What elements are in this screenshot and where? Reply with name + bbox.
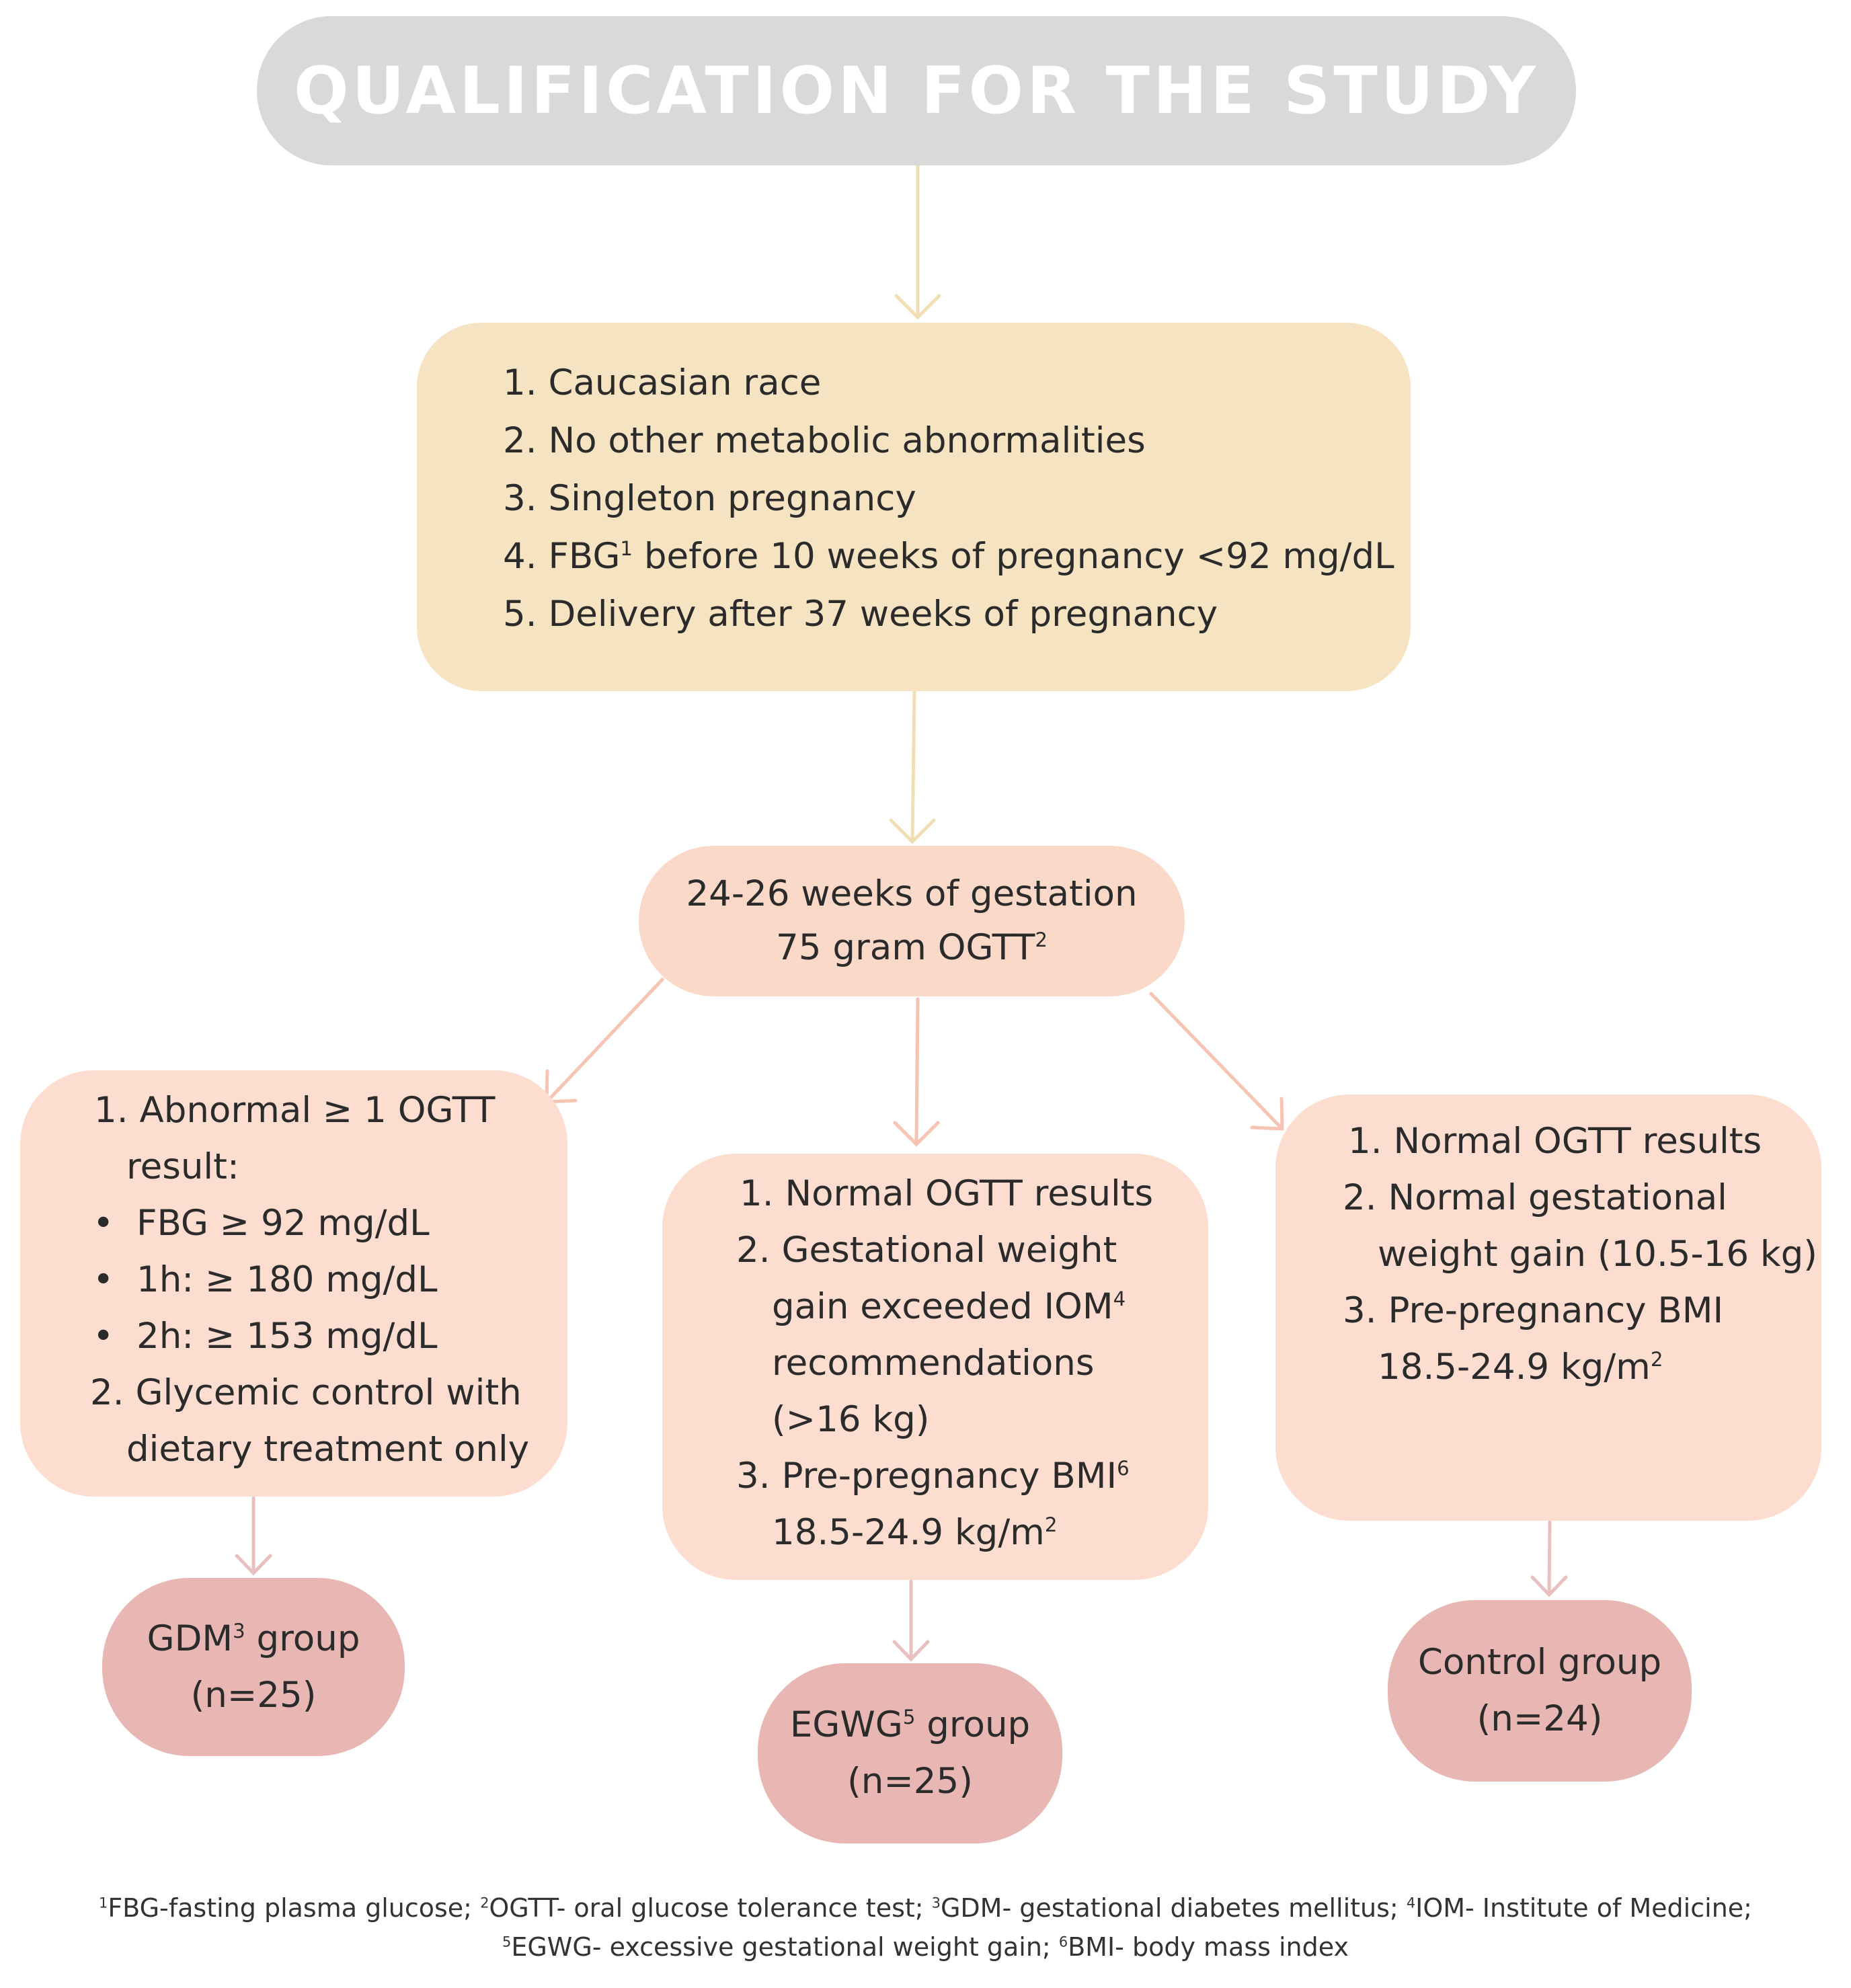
gdm-bullet-fbg: • FBG ≥ 92 mg/dL — [93, 1203, 430, 1244]
egwg-group-count: (n=25) — [847, 1761, 973, 1802]
egwg-item-1: 1. Normal OGTT results — [740, 1173, 1154, 1214]
egwg-group-node — [758, 1663, 1062, 1843]
arrow-egwg-panel-to-group — [894, 1581, 928, 1659]
egwg-item-2: 2. Gestational weight — [736, 1230, 1117, 1271]
criteria-item-1: 1. Caucasian race — [503, 362, 822, 403]
egwg-item-2-line-4: (>16 kg) — [772, 1399, 930, 1440]
egwg-criteria-panel — [662, 1154, 1208, 1580]
control-criteria-panel — [1275, 1095, 1821, 1521]
control-item-3-continued: 18.5-24.9 $kg/m^2$ — [1378, 1347, 1663, 1388]
gdm-bullet-1h: • 1h: ≥ 180 mg/dL — [93, 1259, 438, 1300]
ogtt-timing-box — [639, 846, 1185, 996]
criteria-item-5: 5. Delivery after 37 weeks of pregnancy — [503, 594, 1218, 635]
title-banner — [257, 16, 1576, 165]
arrow-title-to-criteria — [896, 165, 939, 317]
egwg-item-3: 3. Pre-pregnancy BMI$^6$ — [736, 1456, 1130, 1497]
footnote-line-1: $^1$FBG-fasting plasma glucose; $^2$OGTT- oral glucose tolerance test; $^3$GDM- gestational diabetes mellitus; $^4$IOM- Institute of Medicine; — [99, 1893, 1752, 1923]
criteria-item-2: 2. No other metabolic abnormalities — [503, 420, 1146, 461]
footnote-line-2: $^5$EGWG- excessive gestational weight gain; $^6$BMI- body mass index — [502, 1932, 1349, 1962]
control-item-2: 2. Normal gestational — [1343, 1177, 1727, 1218]
control-group-label: Control group — [1417, 1642, 1662, 1683]
criteria-item-4: 4. FBG$^1$ before 10 weeks of pregnancy <92 mg/dL — [503, 536, 1394, 577]
ogtt-timing-line: 24-26 weeks of gestation — [686, 873, 1138, 914]
inclusion-criteria-box — [417, 323, 1411, 691]
egwg-group-label: EGWG$^5$ group — [789, 1704, 1031, 1745]
control-item-3: 3. Pre-pregnancy BMI — [1343, 1290, 1724, 1331]
arrow-criteria-to-ogtt — [891, 692, 934, 842]
gdm-item-2: 2. Glycemic control with — [90, 1372, 522, 1413]
control-group-node — [1388, 1600, 1692, 1782]
gdm-item-1: 1. Abnormal ≥ 1 OGTT — [94, 1090, 496, 1131]
arrow-ogtt-to-control-panel — [1151, 994, 1282, 1129]
egwg-item-3-line-2: 18.5-24.9 $kg/m^2$ — [772, 1512, 1058, 1553]
arrow-control-panel-to-group — [1532, 1522, 1566, 1595]
arrow-gdm-panel-to-group — [237, 1498, 270, 1573]
gdm-bullet-2h: • 2h: ≥ 153 mg/dL — [93, 1316, 438, 1357]
diagram-title: QUALIFICATION FOR THE STUDY — [293, 53, 1540, 128]
gdm-item-2-continued: dietary treatment only — [126, 1429, 530, 1470]
control-item-1: 1. Normal OGTT results — [1348, 1121, 1762, 1162]
control-group-count: (n=24) — [1476, 1698, 1603, 1739]
gdm-group-count: (n=25) — [190, 1674, 317, 1716]
gdm-group-label: GDM$^3$ group — [147, 1618, 360, 1659]
arrow-ogtt-to-egwg-panel — [895, 999, 938, 1144]
control-item-2-continued: weight gain (10.5-16 kg) — [1378, 1234, 1817, 1275]
arrow-ogtt-to-gdm-panel — [547, 980, 662, 1102]
criteria-item-3: 3. Singleton pregnancy — [503, 478, 916, 519]
gdm-criteria-panel — [20, 1070, 567, 1497]
egwg-item-2-line-3: recommendations — [772, 1343, 1095, 1384]
ogtt-test-line: 75 gram OGTT$^2$ — [776, 927, 1048, 968]
gdm-item-1-continued: result: — [126, 1146, 239, 1187]
egwg-item-2-line-2: gain exceeded IOM$^4$ — [772, 1286, 1126, 1327]
gdm-group-node — [102, 1578, 405, 1756]
